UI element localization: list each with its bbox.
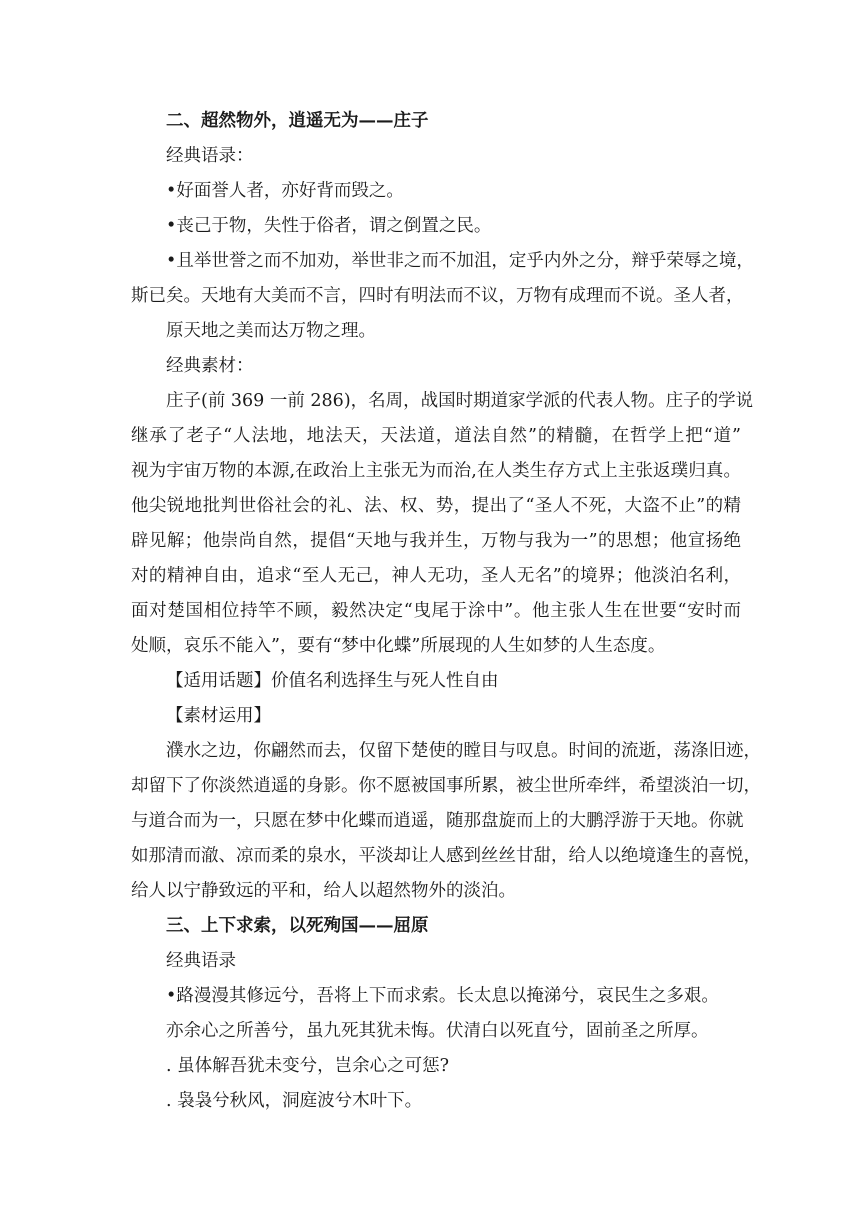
material-line: 处顺，哀乐不能入”，要有“梦中化蝶”所展现的人生如梦的人生态度。	[131, 636, 666, 656]
usage-line: 给人以宁静致远的平和，给人以超然物外的淡泊。	[131, 881, 516, 901]
quote-line: •路漫漫其修远兮，吾将上下而求索。长太息以掩涕兮，哀民生之多艰。	[166, 986, 719, 1006]
quote-line: . 虽体解吾犹未变兮，岂余心之可惩?	[166, 1056, 450, 1076]
quotes-label: 经典语录：	[166, 146, 254, 166]
quotes-label: 经典语录	[166, 951, 236, 971]
material-line: 继承了老子“人法地，地法天，天法道，道法自然”的精髓，在哲学上把“道”	[131, 426, 741, 446]
topic-line: 【适用话题】价值名利选择生与死人性自由	[166, 671, 499, 691]
usage-line: 却留下了你淡然逍遥的身影。你不愿被国事所累，被尘世所牵绊，希望淡泊一切，	[131, 776, 761, 796]
quote-line: . 袅袅兮秋风，洞庭波兮木叶下。	[166, 1091, 423, 1111]
usage-line: 与道合而为一，只愿在梦中化蝶而逍遥，随那盘旋而上的大鹏浮游于天地。你就	[131, 811, 744, 831]
quote-line: 斯已矣。天地有大美而不言，四时有明法而不议，万物有成理而不说。圣人者，	[131, 286, 744, 306]
quote-line: 亦余心之所善兮，虽九死其犹未悔。伏清白以死直兮，固前圣之所厚。	[166, 1021, 709, 1041]
material-label: 经典素材：	[166, 356, 254, 376]
material-line: 对的精神自由，追求“至人无己，神人无功，圣人无名”的境界；他淡泊名利，	[131, 566, 741, 586]
material-line: 视为宇宙万物的本源,在政治上主张无为而治,在人类生存方式上主张返璞归真。	[131, 461, 741, 481]
quote-line: •且举世誉之而不加劝，举世非之而不加沮，定乎内外之分，辩乎荣辱之境，	[166, 251, 754, 271]
quote-line: 原天地之美而达万物之理。	[166, 321, 376, 341]
quote-line: •丧己于物，失性于俗者，谓之倒置之民。	[166, 216, 492, 236]
usage-label: 【素材运用】	[166, 706, 271, 726]
material-line: 他尖锐地批判世俗社会的礼、法、权、势，提出了“圣人不死，大盗不止”的精	[131, 496, 741, 516]
section-3-title: 三、上下求索，以死殉国——屈原	[166, 916, 429, 936]
usage-line: 如那清而澈、凉而柔的泉水，平淡却让人感到丝丝甘甜，给人以绝境逢生的喜悦，	[131, 846, 761, 866]
material-line: 庄子(前 369 一前 286)，名周，战国时期道家学派的代表人物。庄子的学说	[166, 391, 754, 411]
usage-line: 濮水之边，你翩然而去，仅留下楚使的瞠目与叹息。时间的流逝，荡涤旧迹，	[166, 741, 761, 761]
document-page	[131, 104, 761, 1119]
section-2-title: 二、超然物外，逍遥无为——庄子	[166, 111, 429, 131]
material-line: 面对楚国相位持竿不顾，毅然决定“曳尾于涂中”。他主张人生在世要“安时而	[131, 601, 741, 621]
quote-line: •好面誉人者，亦好背而毁之。	[166, 181, 404, 201]
material-line: 辟见解；他崇尚自然，提倡“天地与我并生，万物与我为一”的思想；他宣扬绝	[131, 531, 741, 551]
